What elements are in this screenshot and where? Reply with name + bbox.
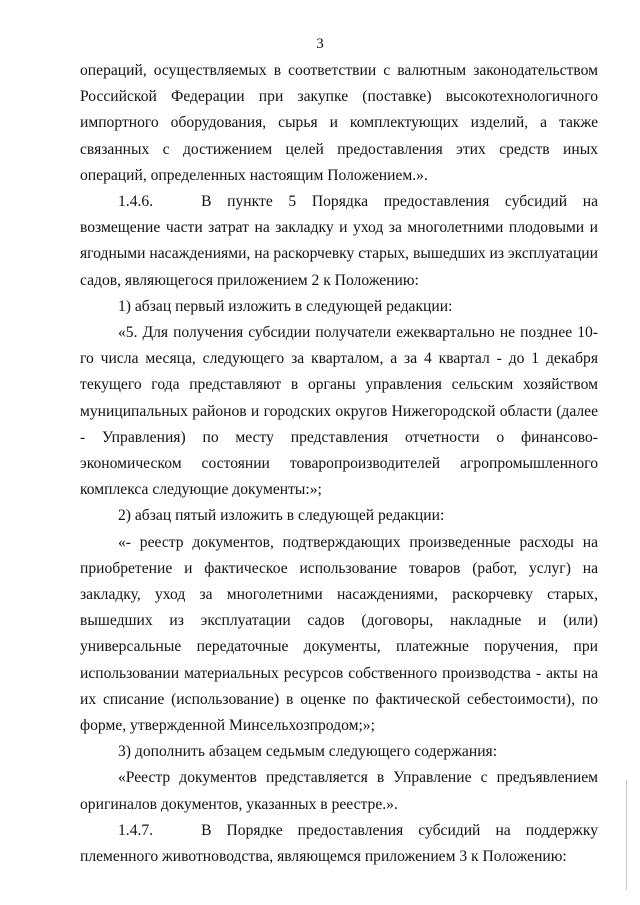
clause-number: 1.4.7. [118,821,154,839]
clause-text: В пункте 5 Порядка предоставления субсидий на возмещение части затрат на закладку и уход за многолетними плодовыми и ягодными насаждениями, на раскорчевку старых, вышедших из эксплуатации садов, являющегося приложением 2 к Положению: [80,193,598,289]
quoted-paragraph-5: «5. Для получения субсидии получатели ежеквартально не позднее 10-го числа месяца, следующего за кварталом, а за 4 квартал - до 1 декабря текущего года представляют в органы управления сельским хозяйством муниципальных районов и городских округов Нижегородской области (далее - Управления) по месту представления отчетности о финансово-экономическом состоянии товаропроизводителей агропромышленного комплекса следующие документы:»; [80,324,598,499]
clause-number: 1.4.6. [118,193,154,211]
list-item-3: 3) дополнить абзацем седьмым следующего содержания: [118,743,498,761]
document-body [80,58,598,870]
paragraph-1-4-7 [80,818,598,870]
list-item-1: 1) абзац первый изложить в следующей редакции: [118,297,453,315]
page-number: 3 [316,36,324,52]
list-item-2: 2) абзац пятый изложить в следующей редакции: [118,507,445,525]
quoted-registry-paragraph: «- реестр документов, подтверждающих произведенные расходы на приобретение и фактическое использование товаров (работ, услуг) на закладку, уход за многолетними насаждениями, раскорчевку старых, вышедших из эксплуатации садов (договоры, накладные и (или) универсальные передаточные документы, платежные поручения, при использовании материальных ресурсов собственного производства - акты на их списание (использование) в оценке по фактической себестоимости), по форме, утвержденной Минсельхозпродом;»; [80,533,598,735]
scan-edge-line [626,780,627,890]
clause-text: В Порядке предоставления субсидий на поддержку племенного животноводства, являющемся приложением 3 к Положению: [80,821,598,866]
paragraph-continuation: операций, осуществляемых в соответствии с валютным законодательством Российской Федерации при закупке (поставке) высокотехнологичного импортного оборудования, сырья и комплектующих изделий, а также связанных с достижением целей предоставления этих средств иных операций, определенных настоящим Положением.». [80,62,598,184]
quoted-registry-submission: «Реестр документов представляется в Управление с предъявлением оригиналов документов, указанных в реестре.». [80,769,598,813]
paragraph-1-4-6 [80,189,598,294]
